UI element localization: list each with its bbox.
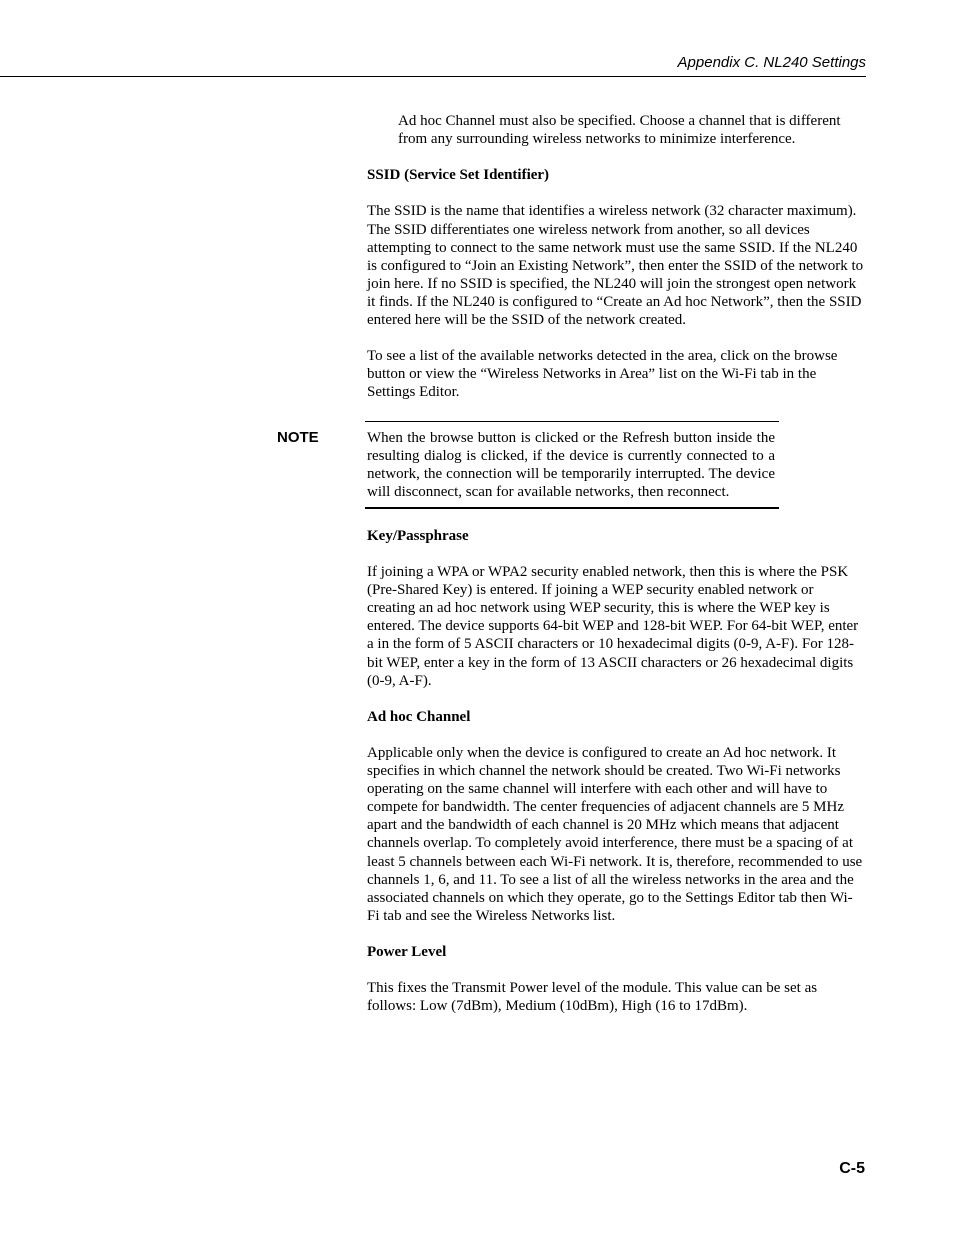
power-paragraph: This fixes the Transmit Power level of the module. This value can be set as follows: Low (7dBm), Medium (10dBm), High (16 to 17dBm). — [367, 980, 818, 1015]
adhoc-heading: Ad hoc Channel — [367, 708, 471, 725]
key-paragraph: If joining a WPA or WPA2 security enabled network, then this is where the PSK (Pre-Shared Key) is entered. If joining a WEP security enabled network or creating an ad hoc network using WEP security, this is where the WEP key is entered. The device supports 64-bit WEP and 128-bit WEP. For 64-bit WEP, enter a in the form of 5 ASCII characters or 10 hexadecimal digits (0-9, A-F). For 128-bit WEP, enter a key in the form of 13 ASCII characters or 26 hexadecimal digits (0-9, A-F). — [367, 564, 859, 689]
adhoc-paragraph: Applicable only when the device is configured to create an Ad hoc network. It specifies in which channel the network should be created. Two Wi-Fi networks operating on the same channel will interfere with each other and will have to compete for bandwidth. The center frequencies of adjacent channels are 5 MHz apart and the bandwidth of each channel is 20 MHz which means that adjacent channels overlap. To completely avoid interference, there must be a spacing of at least 5 channels between each Wi-Fi network. It is, therefore, recommended to use channels 1, 6, and 11. To see a list of all the wireless networks in the area and the associated channels on which they operate, go to the Settings Editor tab then Wi-Fi tab and see the Wireless Networks list. — [367, 745, 863, 924]
ssid-paragraph-1: The SSID is the name that identifies a wireless network (32 character maximum). The SSID differentiates one wireless network from another, so all devices attempting to connect to the same network must use the same SSID. If the NL240 is configured to “Join an Existing Network”, then enter the SSID of the network to join here. If no SSID is specified, the NL240 will join the strongest open network it finds. If the NL240 is configured to “Create an Ad hoc Network”, then the SSID entered here will be the SSID of the network created. — [367, 203, 864, 329]
ssid-heading: SSID (Service Set Identifier) — [367, 167, 550, 184]
body-column — [277, 112, 865, 1015]
page-number: C-5 — [839, 1160, 865, 1177]
ssid-paragraph-2: To see a list of the available networks detected in the area, click on the browse button or view the “Wireless Networks in Area” list on the Wi-Fi tab in the Settings Editor. — [367, 348, 838, 401]
header-rule — [0, 76, 866, 77]
running-header: Appendix C. NL240 Settings — [677, 54, 866, 71]
note-text: When the browse button is clicked or the Refresh button inside the resulting dialog is clicked, if the device is currently connected to a network, the connection will be temporarily interrupted. The device will disconnect, scan for available networks, then reconnect. — [367, 429, 775, 500]
power-heading: Power Level — [367, 944, 447, 961]
note-label: NOTE — [277, 428, 319, 446]
key-heading: Key/Passphrase — [367, 527, 469, 544]
note-block — [277, 421, 779, 509]
continued-paragraph: Ad hoc Channel must also be specified. Choose a channel that is different from any surrounding wireless networks to minimize interference. — [398, 113, 841, 148]
